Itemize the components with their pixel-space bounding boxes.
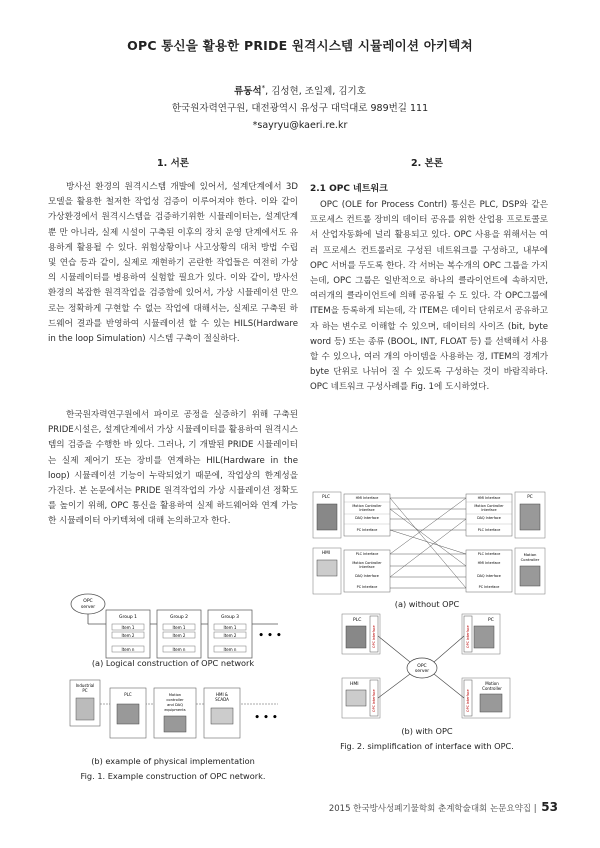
svg-text:Item 1: Item 1 (172, 625, 186, 630)
svg-text:Motion: Motion (485, 681, 499, 686)
svg-text:PLC: PLC (124, 692, 132, 697)
svg-text:DAQ Interface: DAQ Interface (477, 516, 501, 520)
svg-text:DAQ Interface: DAQ Interface (355, 574, 379, 578)
svg-text:Item 1: Item 1 (121, 625, 135, 630)
svg-text:Controller: Controller (520, 557, 540, 562)
svg-text:PC Interface: PC Interface (356, 528, 378, 532)
email: *sayryu@kaeri.re.kr (252, 120, 348, 132)
footer-separator: | (533, 804, 537, 814)
svg-text:Interface: Interface (481, 508, 497, 512)
svg-text:Item 2: Item 2 (121, 633, 135, 638)
motion-controller-icon (164, 716, 186, 732)
svg-text:server: server (80, 605, 96, 610)
fig2-plc-label: PLC (322, 494, 330, 499)
fig2-b-plc-label: PLC (353, 618, 362, 623)
svg-text:Group 1: Group 1 (119, 615, 137, 620)
fig2-caption: Fig. 2. simplification of interface with OPC. (340, 741, 514, 751)
fig1-physical-nodes (110, 688, 240, 738)
svg-text:Item n: Item n (223, 647, 237, 652)
svg-text:OPC interface: OPC interface (466, 625, 470, 648)
plc-icon (117, 704, 139, 724)
paper-title: OPC 통신을 활용한 PRIDE 원격시스템 시뮬레이션 아키텍쳐 (127, 38, 473, 53)
fig2-sub-a-caption: (a) without OPC (394, 599, 460, 609)
svg-text:HMI &: HMI & (215, 692, 229, 697)
intro-heading: 1. 서론 (157, 158, 189, 169)
svg-text:server: server (414, 669, 430, 674)
svg-text:PLC Interface: PLC Interface (477, 552, 501, 556)
opc-server-ellipse (71, 594, 105, 614)
svg-text:OPC: OPC (417, 664, 427, 669)
page-number: 53 (541, 800, 558, 814)
svg-text:SCADA: SCADA (215, 697, 229, 702)
svg-text:HMI: HMI (350, 682, 359, 687)
fig1-server-label: OPC (83, 599, 93, 604)
svg-text:Group 2: Group 2 (170, 615, 188, 620)
svg-text:PC: PC (82, 688, 88, 693)
affiliation: 한국원자력연구원, 대전광역시 유성구 대덕대로 989번길 111 (171, 103, 429, 115)
svg-text:PC: PC (488, 618, 494, 623)
svg-text:Interface: Interface (359, 508, 375, 512)
author-block (0, 80, 600, 134)
footer-text: 2015 한국방사성폐기물학회 춘계학술대회 논문요약집 (328, 804, 532, 814)
svg-text:DAQ Interface: DAQ Interface (355, 516, 379, 520)
svg-text:Item 2: Item 2 (223, 633, 237, 638)
intro-paragraph-2: 한국원자력연구원에서 파이로 공정을 실증하기 위해 구축된 PRIDE시설은, 설계단계에서 가상 시뮬레이터를 활용하여 원격시스템의 검증을 수행한 바 있다. 그러나, 기 개발된 PRIDE 시뮬레이터는 실제 제어기 또는 장비를 연계하는 HIL(Hardware in the loop) 시뮬레이션 기능이 누락되었기 때문에, 작업상의 한계성을 가진다. 본 논문에서는 PRIDE 원격작업의 가상 시뮬레이션 정확도를 높이기 위해, OPC 통신을 활용하여 실제 하드웨어와 연계 가능한 시뮬레이터 아키텍쳐에 대해 논의하고자 한다. (48, 410, 298, 527)
body-paragraph: OPC (OLE for Process Contrl) 통신은 PLC, DSP와 같은 프로세스 컨트롤 장비의 데이터 공유를 위한 산업용 프로토콜로서 산업자동화에 널리 활용되고 있다. OPC 사용을 위해서는 여러 프로세스 컨트롤러로 구성된 네트워크를 구성하고, 내부에 OPC 서버를 두도록 한다. 각 서버는 복수개의 OPC 그룹을 가지는데, OPC 그룹은 일반적으로 하나의 클라이언트에 속하지만, 여러개의 클라이언트에 의해 공유될 수 도 있다. 각 OPC그룹에 ITEM을 등록하게 되는데, 각 ITEM은 데이터 단위로서 공유하고자 하는 변수로 이해할 수 있으며, 데이터의 사이즈 (bit, byte word 등) 또는 종류 (BOOL, INT, FLOAT 등) 를 선택해서 사용할 수 있으나, 여러 개의 아이템을 사용하는 경, ITEM의 경계가 byte 단위로 나뉘어 질 수 있도록 구성하는 것이 바람직하다. OPC 네트워크 구성사례를 Fig. 1에 도시하였다. (310, 200, 548, 393)
svg-text:PLC Interface: PLC Interface (477, 528, 501, 532)
node-industrial-pc: Industrial (75, 683, 95, 688)
co-authors: , 김성현, 조일제, 김기호 (265, 86, 366, 98)
fig1-physical-diagram (68, 676, 283, 746)
hmi-monitor-icon (211, 708, 233, 724)
svg-text:Motion Controller: Motion Controller (352, 504, 382, 508)
svg-text:Item n: Item n (121, 647, 135, 652)
svg-text:PLC Interface: PLC Interface (355, 552, 379, 556)
svg-text:HMI Interface: HMI Interface (355, 496, 379, 500)
svg-text:OPC interface: OPC interface (372, 689, 376, 712)
svg-text:Motion Controller: Motion Controller (352, 561, 382, 565)
industrial-pc-icon (76, 698, 94, 720)
svg-text:and DAQ: and DAQ (167, 703, 183, 707)
svg-text:Controller: Controller (482, 686, 502, 691)
fig2-with-opc-diagram (340, 612, 515, 724)
fig2-a-connections (390, 498, 466, 588)
svg-text:equipments: equipments (164, 708, 186, 712)
svg-text:Motion Controller: Motion Controller (474, 504, 504, 508)
svg-text:Item 1: Item 1 (223, 625, 237, 630)
svg-text:Item n: Item n (172, 647, 186, 652)
svg-text:HMI: HMI (322, 550, 330, 555)
svg-text:HMI Interface: HMI Interface (477, 496, 501, 500)
fig1-groups (106, 610, 252, 658)
lead-author-mark: * (261, 84, 266, 92)
fig2-without-opc-diagram (312, 490, 547, 600)
svg-text:OPC interface: OPC interface (372, 625, 376, 648)
body-heading: 2. 본론 (411, 158, 443, 169)
svg-text:controller: controller (166, 698, 184, 702)
lead-author: 류동석 (234, 86, 262, 98)
intro-paragraph-1: 방사선 환경의 원격시스템 개발에 있어서, 설계단계에서 3D 모델을 활용한 철저한 작업성 검증이 이루어져야 한다. 이와 같이 가상환경에서 원격시스템을 검증하기위한 시뮬레이터는, 설계단계 뿐 만 아니라, 실제 시설이 구축된 이후의 장치 운영 단계에서도 유용하게 활용될 수 있다. 위험상황이나 사고상황의 대처 방법 수립 및 연습 등과 같이, 실제로 재현하기 곤란한 작업들은 여전히 가상의 시뮬레이터를 병용하여 실험할 필요가 있다. 이와 같이, 방사선 환경의 복잡한 원격작업을 검증함에 있어서, 가상 시뮬레이션 만으로는 정확하게 구현할 수 없는 작업에 대해서는, 실제로 구축된 하드웨어 결과를 반영하여 시뮬레이션 할 수 있는 HILS(Hardware in the loop Simulation) 시스템 구축이 절실하다. (48, 182, 298, 345)
svg-text:PC Interface: PC Interface (356, 585, 378, 589)
svg-text:DAQ Interface: DAQ Interface (477, 574, 501, 578)
svg-text:PC: PC (527, 494, 533, 499)
svg-text:Item 2: Item 2 (172, 633, 186, 638)
svg-text:OPC interface: OPC interface (466, 689, 470, 712)
svg-text:Group 3: Group 3 (221, 615, 239, 620)
subsection-heading: 2.1 OPC 네트워크 (310, 184, 388, 194)
fig1-sub-b-caption: (b) example of physical implementation (91, 756, 255, 766)
author-names (0, 80, 600, 100)
fig1-ellipsis: • • • (258, 631, 282, 641)
svg-text:Motion: Motion (523, 552, 537, 557)
svg-text:• • •: • • • (254, 713, 278, 723)
svg-text:Interface: Interface (359, 565, 375, 569)
fig1-sub-a-caption: (a) Logical construction of OPC network (91, 658, 255, 668)
svg-text:PC Interface: PC Interface (478, 585, 500, 589)
page-footer (329, 800, 558, 814)
svg-text:Motion: Motion (168, 693, 182, 697)
svg-text:HMI Interface: HMI Interface (477, 561, 501, 565)
fig1-caption: Fig. 1. Example construction of OPC network. (80, 771, 266, 781)
fig2-sub-b-caption: (b) with OPC (401, 726, 453, 736)
